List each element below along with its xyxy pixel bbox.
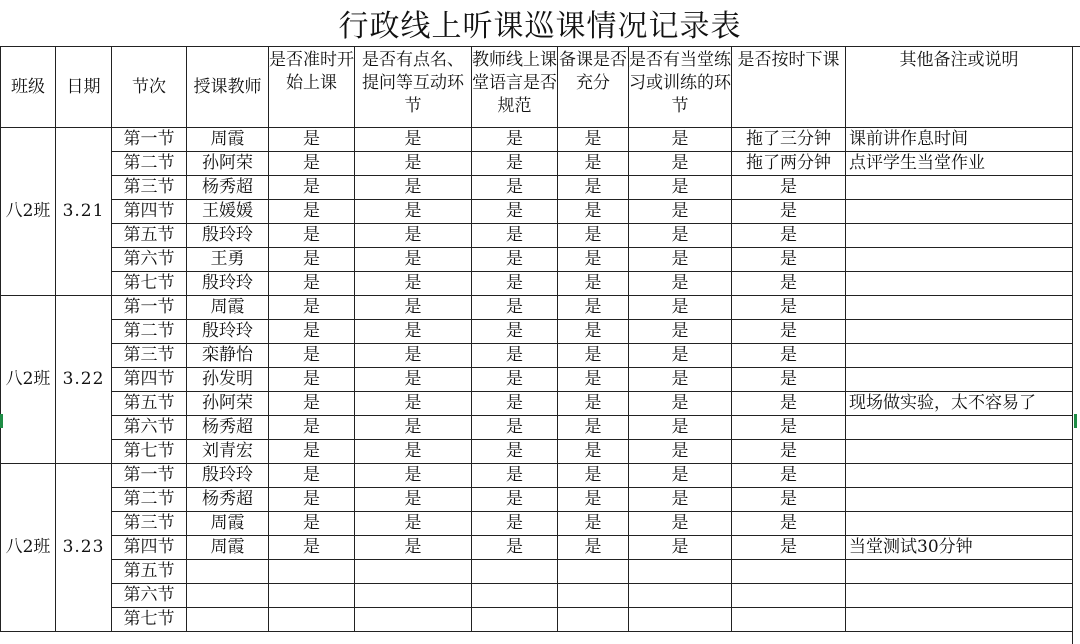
language-cell[interactable]: 是: [472, 176, 558, 200]
prepared-cell[interactable]: 是: [558, 440, 629, 464]
sheet-title[interactable]: 行政线上听课巡课情况记录表: [0, 0, 1080, 47]
teacher-cell[interactable]: 殷玲玲: [187, 464, 269, 488]
period-cell[interactable]: 第四节: [112, 368, 187, 392]
teacher-cell[interactable]: 殷玲玲: [187, 224, 269, 248]
teacher-cell[interactable]: 殷玲玲: [187, 272, 269, 296]
teacher-cell[interactable]: 刘青宏: [187, 440, 269, 464]
interaction-cell[interactable]: [355, 584, 472, 608]
on-time-start-cell[interactable]: 是: [269, 464, 355, 488]
note-cell[interactable]: 现场做实验，太不容易了: [846, 392, 1073, 416]
practice-cell[interactable]: 是: [629, 128, 732, 152]
practice-cell[interactable]: 是: [629, 440, 732, 464]
language-cell[interactable]: 是: [472, 152, 558, 176]
on-time-end-cell[interactable]: 是: [732, 272, 846, 296]
practice-cell[interactable]: 是: [629, 152, 732, 176]
practice-cell[interactable]: 是: [629, 320, 732, 344]
language-cell[interactable]: 是: [472, 512, 558, 536]
note-cell[interactable]: 课前讲作息时间: [846, 128, 1073, 152]
table-row: [1, 200, 1073, 224]
table-row: [1, 128, 1073, 152]
note-cell[interactable]: [846, 296, 1073, 320]
table-row: [1, 248, 1073, 272]
interaction-cell[interactable]: 是: [355, 224, 472, 248]
interaction-cell[interactable]: 是: [355, 248, 472, 272]
period-cell[interactable]: 第七节: [112, 608, 187, 632]
teacher-cell[interactable]: 周霞: [187, 536, 269, 560]
date-cell[interactable]: 3.21: [56, 128, 112, 296]
practice-cell[interactable]: 是: [629, 272, 732, 296]
on-time-end-cell[interactable]: 是: [732, 248, 846, 272]
header-class[interactable]: 班级: [1, 47, 56, 128]
prepared-cell[interactable]: 是: [558, 536, 629, 560]
interaction-cell[interactable]: 是: [355, 440, 472, 464]
period-cell[interactable]: 第三节: [112, 512, 187, 536]
prepared-cell[interactable]: 是: [558, 176, 629, 200]
teacher-cell[interactable]: [187, 584, 269, 608]
interaction-cell[interactable]: 是: [355, 296, 472, 320]
interaction-cell[interactable]: 是: [355, 320, 472, 344]
on-time-start-cell[interactable]: 是: [269, 344, 355, 368]
table-row: [1, 440, 1073, 464]
practice-cell[interactable]: 是: [629, 416, 732, 440]
interaction-cell[interactable]: 是: [355, 488, 472, 512]
table-body: [1, 128, 1073, 632]
date-cell[interactable]: 3.22: [56, 296, 112, 464]
table-row: [1, 392, 1073, 416]
teacher-cell[interactable]: 杨秀超: [187, 488, 269, 512]
table-row: [1, 536, 1073, 560]
note-cell[interactable]: [846, 176, 1073, 200]
language-cell[interactable]: 是: [472, 464, 558, 488]
practice-cell[interactable]: 是: [629, 368, 732, 392]
practice-cell[interactable]: [629, 560, 732, 584]
note-cell[interactable]: [846, 512, 1073, 536]
teacher-cell[interactable]: 周霞: [187, 512, 269, 536]
practice-cell[interactable]: 是: [629, 248, 732, 272]
on-time-end-cell[interactable]: 拖了三分钟: [732, 128, 846, 152]
class-cell[interactable]: 八2班: [1, 128, 56, 296]
table-row: [1, 368, 1073, 392]
prepared-cell[interactable]: 是: [558, 392, 629, 416]
on-time-start-cell[interactable]: 是: [269, 176, 355, 200]
on-time-end-cell[interactable]: 拖了两分钟: [732, 152, 846, 176]
period-cell[interactable]: 第二节: [112, 152, 187, 176]
period-cell[interactable]: 第五节: [112, 392, 187, 416]
practice-cell[interactable]: 是: [629, 512, 732, 536]
interaction-cell[interactable]: 是: [355, 512, 472, 536]
table-row: [1, 608, 1073, 632]
table-row: [1, 560, 1073, 584]
period-cell[interactable]: 第五节: [112, 560, 187, 584]
practice-cell[interactable]: 是: [629, 176, 732, 200]
language-cell[interactable]: [472, 608, 558, 632]
language-cell[interactable]: [472, 584, 558, 608]
practice-cell[interactable]: 是: [629, 344, 732, 368]
row-selection-marker-left: [0, 414, 3, 428]
on-time-start-cell[interactable]: 是: [269, 368, 355, 392]
prepared-cell[interactable]: 是: [558, 320, 629, 344]
teacher-cell[interactable]: 殷玲玲: [187, 320, 269, 344]
note-cell[interactable]: [846, 200, 1073, 224]
period-cell[interactable]: 第三节: [112, 176, 187, 200]
prepared-cell[interactable]: 是: [558, 512, 629, 536]
table-row: [1, 296, 1073, 320]
language-cell[interactable]: 是: [472, 200, 558, 224]
teacher-cell[interactable]: 栾静怡: [187, 344, 269, 368]
prepared-cell[interactable]: 是: [558, 368, 629, 392]
on-time-start-cell[interactable]: 是: [269, 296, 355, 320]
period-cell[interactable]: 第六节: [112, 584, 187, 608]
teacher-cell[interactable]: 孙阿荣: [187, 392, 269, 416]
header-on-time-end[interactable]: 是否按时下课: [732, 47, 846, 128]
header-notes[interactable]: 其他备注或说明: [846, 47, 1073, 128]
language-cell[interactable]: 是: [472, 320, 558, 344]
language-cell[interactable]: [472, 560, 558, 584]
note-cell[interactable]: [846, 464, 1073, 488]
practice-cell[interactable]: 是: [629, 224, 732, 248]
prepared-cell[interactable]: 是: [558, 296, 629, 320]
prepared-cell[interactable]: 是: [558, 200, 629, 224]
period-cell[interactable]: 第六节: [112, 416, 187, 440]
prepared-cell[interactable]: 是: [558, 128, 629, 152]
on-time-end-cell[interactable]: 是: [732, 488, 846, 512]
on-time-end-cell[interactable]: 是: [732, 392, 846, 416]
note-cell[interactable]: [846, 416, 1073, 440]
table-row: [1, 488, 1073, 512]
header-date[interactable]: 日期: [56, 47, 112, 128]
language-cell[interactable]: 是: [472, 392, 558, 416]
on-time-start-cell[interactable]: [269, 584, 355, 608]
period-cell[interactable]: 第一节: [112, 128, 187, 152]
note-cell[interactable]: [846, 440, 1073, 464]
language-cell[interactable]: 是: [472, 488, 558, 512]
on-time-start-cell[interactable]: 是: [269, 128, 355, 152]
table-row: [1, 176, 1073, 200]
language-cell[interactable]: 是: [472, 248, 558, 272]
on-time-start-cell[interactable]: 是: [269, 224, 355, 248]
header-period[interactable]: 节次: [112, 47, 187, 128]
teacher-cell[interactable]: 孙阿荣: [187, 152, 269, 176]
table-row: [1, 152, 1073, 176]
table-row: [1, 416, 1073, 440]
note-cell[interactable]: [846, 584, 1073, 608]
prepared-cell[interactable]: 是: [558, 344, 629, 368]
on-time-start-cell[interactable]: 是: [269, 416, 355, 440]
prepared-cell[interactable]: 是: [558, 488, 629, 512]
language-cell[interactable]: 是: [472, 440, 558, 464]
language-cell[interactable]: 是: [472, 296, 558, 320]
on-time-end-cell[interactable]: 是: [732, 440, 846, 464]
class-cell[interactable]: 八2班: [1, 464, 56, 632]
on-time-end-cell[interactable]: 是: [732, 344, 846, 368]
table-row: [1, 512, 1073, 536]
period-cell[interactable]: 第二节: [112, 488, 187, 512]
on-time-start-cell[interactable]: 是: [269, 272, 355, 296]
on-time-end-cell[interactable]: 是: [732, 224, 846, 248]
prepared-cell[interactable]: [558, 560, 629, 584]
note-cell[interactable]: [846, 224, 1073, 248]
practice-cell[interactable]: 是: [629, 296, 732, 320]
teacher-cell[interactable]: 王勇: [187, 248, 269, 272]
language-cell[interactable]: 是: [472, 224, 558, 248]
note-cell[interactable]: 当堂测试30分钟: [846, 536, 1073, 560]
table-row: [1, 464, 1073, 488]
table-row: [1, 272, 1073, 296]
header-row: [1, 47, 1073, 128]
header-on-time-start[interactable]: 是否准时开始上课: [269, 47, 355, 128]
teacher-cell[interactable]: [187, 560, 269, 584]
prepared-cell[interactable]: 是: [558, 248, 629, 272]
interaction-cell[interactable]: 是: [355, 416, 472, 440]
prepared-cell[interactable]: [558, 608, 629, 632]
on-time-end-cell[interactable]: [732, 608, 846, 632]
interaction-cell[interactable]: 是: [355, 392, 472, 416]
language-cell[interactable]: 是: [472, 368, 558, 392]
note-cell[interactable]: [846, 320, 1073, 344]
period-cell[interactable]: 第五节: [112, 224, 187, 248]
sheet-right-edge: [1072, 46, 1080, 644]
on-time-start-cell[interactable]: [269, 560, 355, 584]
interaction-cell[interactable]: [355, 560, 472, 584]
note-cell[interactable]: [846, 560, 1073, 584]
prepared-cell[interactable]: 是: [558, 272, 629, 296]
interaction-cell[interactable]: 是: [355, 344, 472, 368]
practice-cell[interactable]: 是: [629, 200, 732, 224]
on-time-end-cell[interactable]: 是: [732, 200, 846, 224]
row-selection-marker-right: [1074, 414, 1077, 428]
note-cell[interactable]: 点评学生当堂作业: [846, 152, 1073, 176]
interaction-cell[interactable]: 是: [355, 176, 472, 200]
on-time-end-cell[interactable]: [732, 584, 846, 608]
table-row: [1, 584, 1073, 608]
prepared-cell[interactable]: 是: [558, 416, 629, 440]
interaction-cell[interactable]: 是: [355, 464, 472, 488]
interaction-cell[interactable]: 是: [355, 200, 472, 224]
on-time-start-cell[interactable]: 是: [269, 248, 355, 272]
language-cell[interactable]: 是: [472, 128, 558, 152]
practice-cell[interactable]: [629, 608, 732, 632]
record-table: [0, 46, 1073, 632]
on-time-end-cell[interactable]: 是: [732, 416, 846, 440]
on-time-end-cell[interactable]: 是: [732, 368, 846, 392]
practice-cell[interactable]: 是: [629, 464, 732, 488]
interaction-cell[interactable]: 是: [355, 536, 472, 560]
note-cell[interactable]: [846, 272, 1073, 296]
note-cell[interactable]: [846, 488, 1073, 512]
prepared-cell[interactable]: 是: [558, 224, 629, 248]
practice-cell[interactable]: 是: [629, 536, 732, 560]
note-cell[interactable]: [846, 608, 1073, 632]
on-time-start-cell[interactable]: 是: [269, 320, 355, 344]
prepared-cell[interactable]: [558, 584, 629, 608]
note-cell[interactable]: [846, 344, 1073, 368]
interaction-cell[interactable]: 是: [355, 152, 472, 176]
teacher-cell[interactable]: 杨秀超: [187, 416, 269, 440]
practice-cell[interactable]: [629, 584, 732, 608]
on-time-start-cell[interactable]: 是: [269, 392, 355, 416]
table-row: [1, 320, 1073, 344]
on-time-start-cell[interactable]: 是: [269, 512, 355, 536]
language-cell[interactable]: 是: [472, 416, 558, 440]
period-cell[interactable]: 第二节: [112, 320, 187, 344]
interaction-cell[interactable]: 是: [355, 368, 472, 392]
on-time-end-cell[interactable]: 是: [732, 296, 846, 320]
on-time-start-cell[interactable]: 是: [269, 152, 355, 176]
prepared-cell[interactable]: 是: [558, 152, 629, 176]
teacher-cell[interactable]: 周霞: [187, 296, 269, 320]
header-practice[interactable]: 是否有当堂练习或训练的环节: [629, 47, 732, 128]
table-row: [1, 224, 1073, 248]
note-cell[interactable]: [846, 248, 1073, 272]
on-time-end-cell[interactable]: 是: [732, 512, 846, 536]
period-cell[interactable]: 第三节: [112, 344, 187, 368]
teacher-cell[interactable]: [187, 608, 269, 632]
period-cell[interactable]: 第七节: [112, 440, 187, 464]
on-time-end-cell[interactable]: 是: [732, 320, 846, 344]
period-cell[interactable]: 第六节: [112, 248, 187, 272]
on-time-end-cell[interactable]: 是: [732, 176, 846, 200]
teacher-cell[interactable]: 王媛媛: [187, 200, 269, 224]
on-time-start-cell[interactable]: 是: [269, 536, 355, 560]
on-time-start-cell[interactable]: [269, 608, 355, 632]
language-cell[interactable]: 是: [472, 272, 558, 296]
table-row: [1, 344, 1073, 368]
practice-cell[interactable]: 是: [629, 488, 732, 512]
interaction-cell[interactable]: 是: [355, 272, 472, 296]
on-time-end-cell[interactable]: 是: [732, 464, 846, 488]
practice-cell[interactable]: 是: [629, 392, 732, 416]
prepared-cell[interactable]: 是: [558, 464, 629, 488]
header-teacher[interactable]: 授课教师: [187, 47, 269, 128]
period-cell[interactable]: 第七节: [112, 272, 187, 296]
period-cell[interactable]: 第四节: [112, 200, 187, 224]
on-time-end-cell[interactable]: [732, 560, 846, 584]
header-language[interactable]: 教师线上课堂语言是否规范: [472, 47, 558, 128]
header-prepared[interactable]: 备课是否充分: [558, 47, 629, 128]
header-interaction[interactable]: 是否有点名、提问等互动环节: [355, 47, 472, 128]
teacher-cell[interactable]: 杨秀超: [187, 176, 269, 200]
language-cell[interactable]: 是: [472, 344, 558, 368]
on-time-end-cell[interactable]: 是: [732, 536, 846, 560]
teacher-cell[interactable]: 周霞: [187, 128, 269, 152]
on-time-start-cell[interactable]: 是: [269, 440, 355, 464]
class-cell[interactable]: 八2班: [1, 296, 56, 464]
date-cell[interactable]: 3.23: [56, 464, 112, 632]
period-cell[interactable]: 第四节: [112, 536, 187, 560]
interaction-cell[interactable]: 是: [355, 128, 472, 152]
interaction-cell[interactable]: [355, 608, 472, 632]
period-cell[interactable]: 第一节: [112, 464, 187, 488]
on-time-start-cell[interactable]: 是: [269, 200, 355, 224]
language-cell[interactable]: 是: [472, 536, 558, 560]
on-time-start-cell[interactable]: 是: [269, 488, 355, 512]
note-cell[interactable]: [846, 368, 1073, 392]
teacher-cell[interactable]: 孙发明: [187, 368, 269, 392]
period-cell[interactable]: 第一节: [112, 296, 187, 320]
